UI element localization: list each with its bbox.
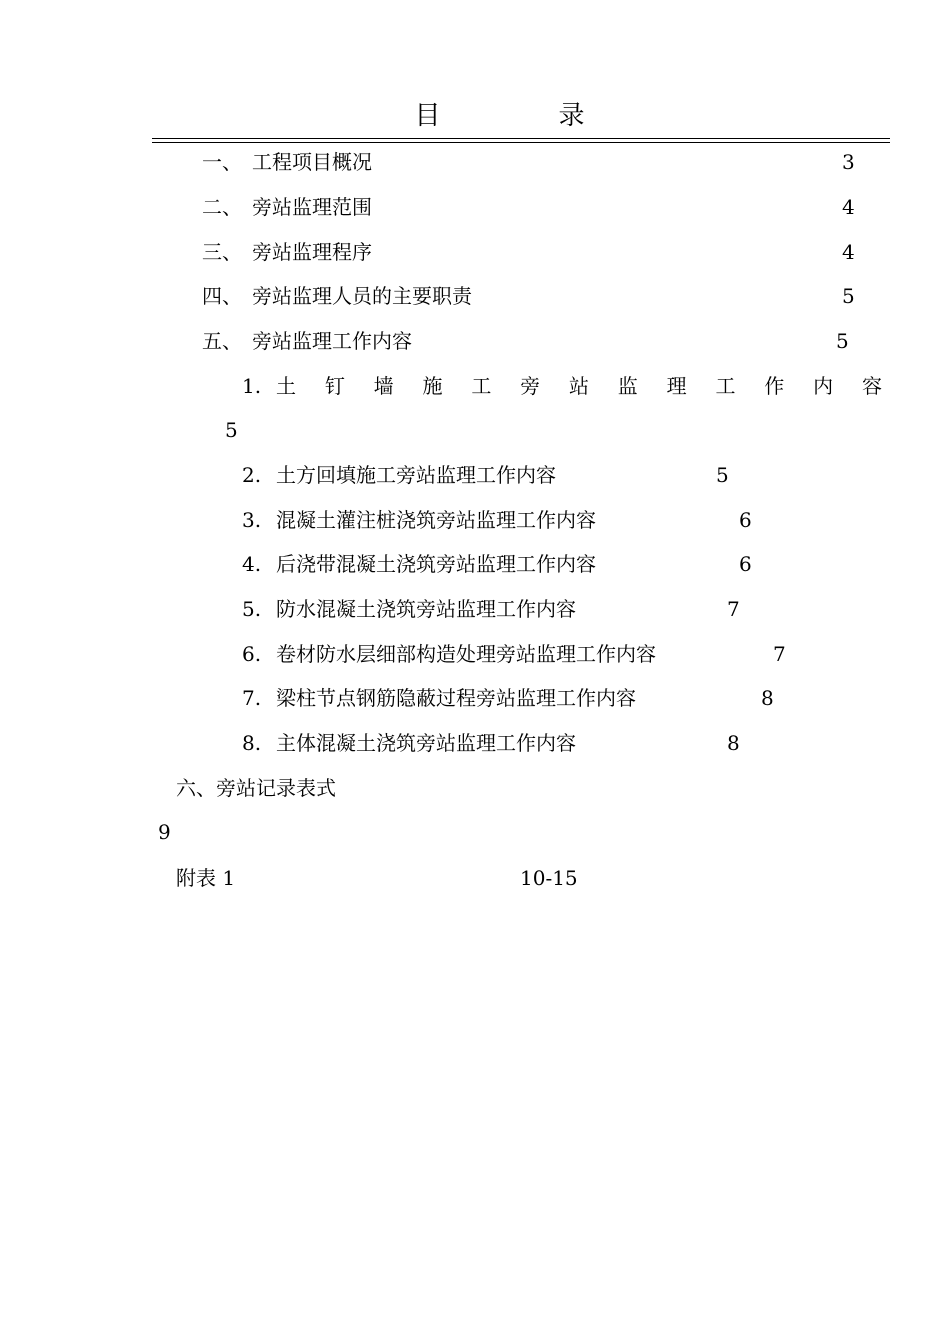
toc-entry-number: 6. (242, 642, 262, 666)
toc-entry-page: 6 (739, 552, 752, 576)
toc-subentry-4[interactable] (242, 550, 596, 578)
toc-entry-label: 卷材防水层细部构造处理旁站监理工作内容 (276, 642, 656, 666)
toc-entry-label: 防水混凝土浇筑旁站监理工作内容 (276, 597, 576, 621)
toc-entry-number: 二、 (202, 195, 242, 219)
toc-subentry-char: 旁 (520, 374, 541, 398)
toc-entry-page: 7 (727, 597, 740, 621)
toc-entry-number: 一、 (202, 150, 242, 174)
toc-entry-number: 四、 (202, 284, 242, 308)
toc-entry-6[interactable]: 六、旁站记录表式 (176, 776, 336, 800)
toc-entry-label: 旁站监理程序 (252, 240, 372, 264)
toc-subentry-2[interactable] (242, 461, 556, 489)
toc-entry-number: 7. (242, 686, 262, 710)
toc-entry-4[interactable] (202, 282, 472, 310)
toc-subentry-char: 理 (666, 374, 687, 398)
toc-subentry-8[interactable] (242, 729, 576, 757)
toc-entry-page: 9 (158, 820, 171, 844)
toc-subentry-char: 内 (813, 374, 834, 398)
toc-entry-page: 8 (727, 731, 740, 755)
toc-entry-label: 旁站监理人员的主要职责 (252, 284, 472, 308)
toc-entry-page: 10-15 (520, 866, 578, 890)
toc-subentry-6[interactable] (242, 640, 656, 668)
toc-entry-1[interactable] (202, 148, 372, 176)
toc-entry-number: 三、 (202, 240, 242, 264)
title-rule-top (152, 138, 890, 139)
toc-entry-number: 8. (242, 731, 262, 755)
toc-subentry-char: 站 (568, 374, 589, 398)
toc-entry-3[interactable] (202, 238, 372, 266)
toc-entry-label: 工程项目概况 (252, 150, 372, 174)
toc-subentry-char: 钉 (324, 374, 345, 398)
toc-subentry-char: 监 (617, 374, 638, 398)
toc-subentry-1[interactable] (276, 372, 882, 400)
title-rule-bottom (152, 142, 890, 143)
toc-entry-label: 旁站监理工作内容 (252, 329, 412, 353)
toc-subentry-char: 作 (764, 374, 785, 398)
toc-entry-number: 五、 (202, 329, 242, 353)
toc-entry-page: 6 (739, 508, 752, 532)
toc-entry-label: 后浇带混凝土浇筑旁站监理工作内容 (276, 552, 596, 576)
toc-entry-page: 4 (842, 195, 855, 219)
toc-entry-label: 土方回填施工旁站监理工作内容 (276, 463, 556, 487)
toc-subentry-char: 容 (861, 374, 882, 398)
toc-subentry-1-number: 1. (242, 374, 262, 398)
toc-entry-label: 旁站监理范围 (252, 195, 372, 219)
toc-entry-label: 混凝土灌注桩浇筑旁站监理工作内容 (276, 508, 596, 532)
toc-entry-number: 4. (242, 552, 262, 576)
toc-entry-page: 5 (225, 418, 238, 442)
toc-entry-appendix[interactable]: 附表 1 (176, 866, 236, 890)
toc-entry-number: 2. (242, 463, 262, 487)
toc-entry-page: 5 (836, 329, 849, 353)
toc-subentry-char: 工 (471, 374, 492, 398)
toc-entry-2[interactable] (202, 193, 372, 221)
toc-subentry-5[interactable] (242, 595, 576, 623)
page-title: 目 录 (414, 101, 631, 131)
toc-entry-page: 7 (773, 642, 786, 666)
toc-subentry-7[interactable] (242, 684, 636, 712)
toc-entry-page: 5 (716, 463, 729, 487)
toc-entry-number: 5. (242, 597, 262, 621)
toc-entry-page: 3 (842, 150, 855, 174)
toc-subentry-char: 土 (276, 374, 296, 398)
toc-subentry-3[interactable] (242, 506, 596, 534)
toc-entry-page: 8 (761, 686, 774, 710)
toc-entry-label: 主体混凝土浇筑旁站监理工作内容 (276, 731, 576, 755)
toc-subentry-char: 施 (422, 374, 443, 398)
toc-entry-5[interactable] (202, 327, 412, 355)
toc-entry-page: 5 (842, 284, 855, 308)
toc-entry-page: 4 (842, 240, 855, 264)
toc-entry-number: 3. (242, 508, 262, 532)
toc-entry-label: 梁柱节点钢筋隐蔽过程旁站监理工作内容 (276, 686, 636, 710)
toc-subentry-char: 工 (715, 374, 736, 398)
toc-subentry-char: 墙 (373, 374, 394, 398)
